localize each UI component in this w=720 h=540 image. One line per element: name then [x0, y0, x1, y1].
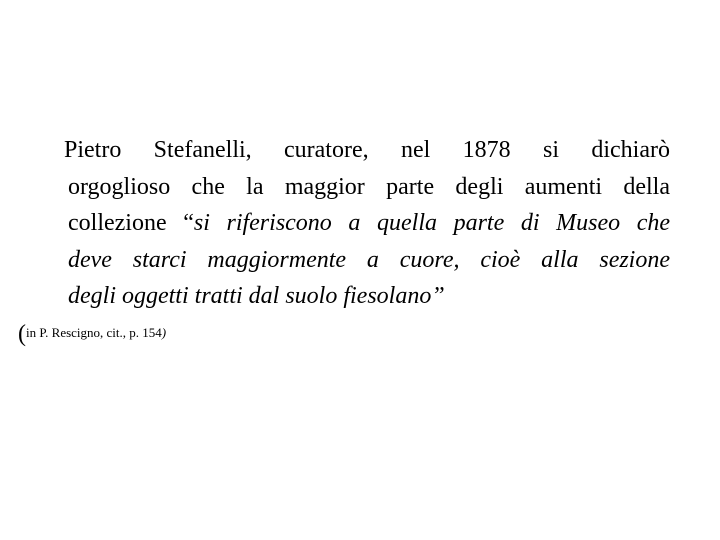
- quote-line-2: orgoglioso che la maggior parte degli aumenti della: [68, 173, 670, 200]
- quote-line-3-italic: si riferiscono a quella parte di Museo che: [193, 210, 670, 236]
- citation-close-paren: ): [161, 325, 167, 340]
- citation-text: in P. Rescigno, cit., p. 154: [26, 325, 162, 340]
- quote-paragraph: [64, 132, 670, 315]
- quote-line-1: Pietro Stefanelli, curatore, nel 1878 si dichiarò: [64, 137, 670, 163]
- quote-line-3: [68, 205, 670, 242]
- citation: [18, 320, 167, 347]
- quote-line-4: deve starci maggiormente a cuore, cioè alla sezione: [68, 246, 670, 273]
- citation-open-paren: (: [18, 321, 26, 347]
- quote-line-3-plain: collezione “: [68, 210, 194, 236]
- quote-line-5: degli oggetti tratti dal suolo fiesolano”: [68, 283, 445, 309]
